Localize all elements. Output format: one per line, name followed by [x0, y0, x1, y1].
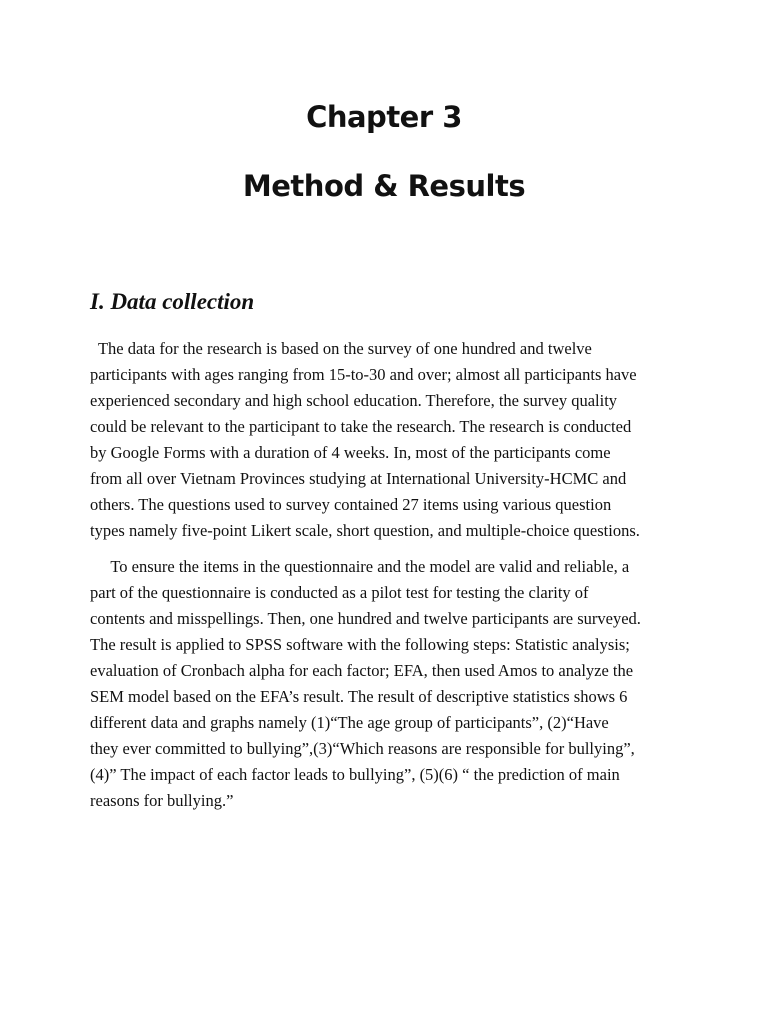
paragraph-line: different data and graphs namely (1)“The age group of participants”, (2)“Have — [90, 713, 609, 732]
paragraph-line: The data for the research is based on the survey of one hundred and twelve — [90, 339, 592, 358]
paragraph-data-collection-1 — [90, 336, 680, 544]
paragraph-data-collection-2 — [90, 554, 680, 814]
paragraph-line: by Google Forms with a duration of 4 weeks. In, most of the participants come — [90, 443, 611, 462]
paragraph-line: could be relevant to the participant to take the research. The research is conducted — [90, 417, 632, 436]
paragraph-line: reasons for bullying.” — [90, 791, 234, 810]
chapter-title-heading: Method & Results — [242, 169, 526, 203]
paragraph-line: others. The questions used to survey contained 27 items using various question — [90, 495, 612, 514]
paragraph-line: contents and misspellings. Then, one hundred and twelve participants are surveyed. — [90, 609, 641, 628]
paragraph-line: (4)” The impact of each factor leads to bullying”, (5)(6) “ the prediction of main — [90, 765, 620, 784]
paragraph-line: participants with ages ranging from 15-to-30 and over; almost all participants have — [90, 365, 637, 384]
paragraph-line: The result is applied to SPSS software with the following steps: Statistic analysis; — [90, 635, 630, 654]
chapter-number-heading: Chapter 3 — [306, 100, 462, 134]
paragraph-line: experienced secondary and high school education. Therefore, the survey quality — [90, 391, 618, 410]
paragraph-line: part of the questionnaire is conducted as a pilot test for testing the clarity of — [90, 583, 589, 602]
paragraph-line: they ever committed to bullying”,(3)“Which reasons are responsible for bullying”, — [90, 739, 635, 758]
paragraph-line: from all over Vietnam Provinces studying at International University-HCMC and — [90, 469, 627, 488]
paragraph-line: evaluation of Cronbach alpha for each factor; EFA, then used Amos to analyze the — [90, 661, 634, 680]
paragraph-line: SEM model based on the EFA’s result. The result of descriptive statistics shows 6 — [90, 687, 628, 706]
paragraph-line: To ensure the items in the questionnaire and the model are valid and reliable, a — [90, 557, 630, 576]
section-heading: I. Data collection — [90, 289, 255, 314]
paragraph-line: types namely five-point Likert scale, short question, and multiple-choice questions. — [90, 521, 640, 540]
